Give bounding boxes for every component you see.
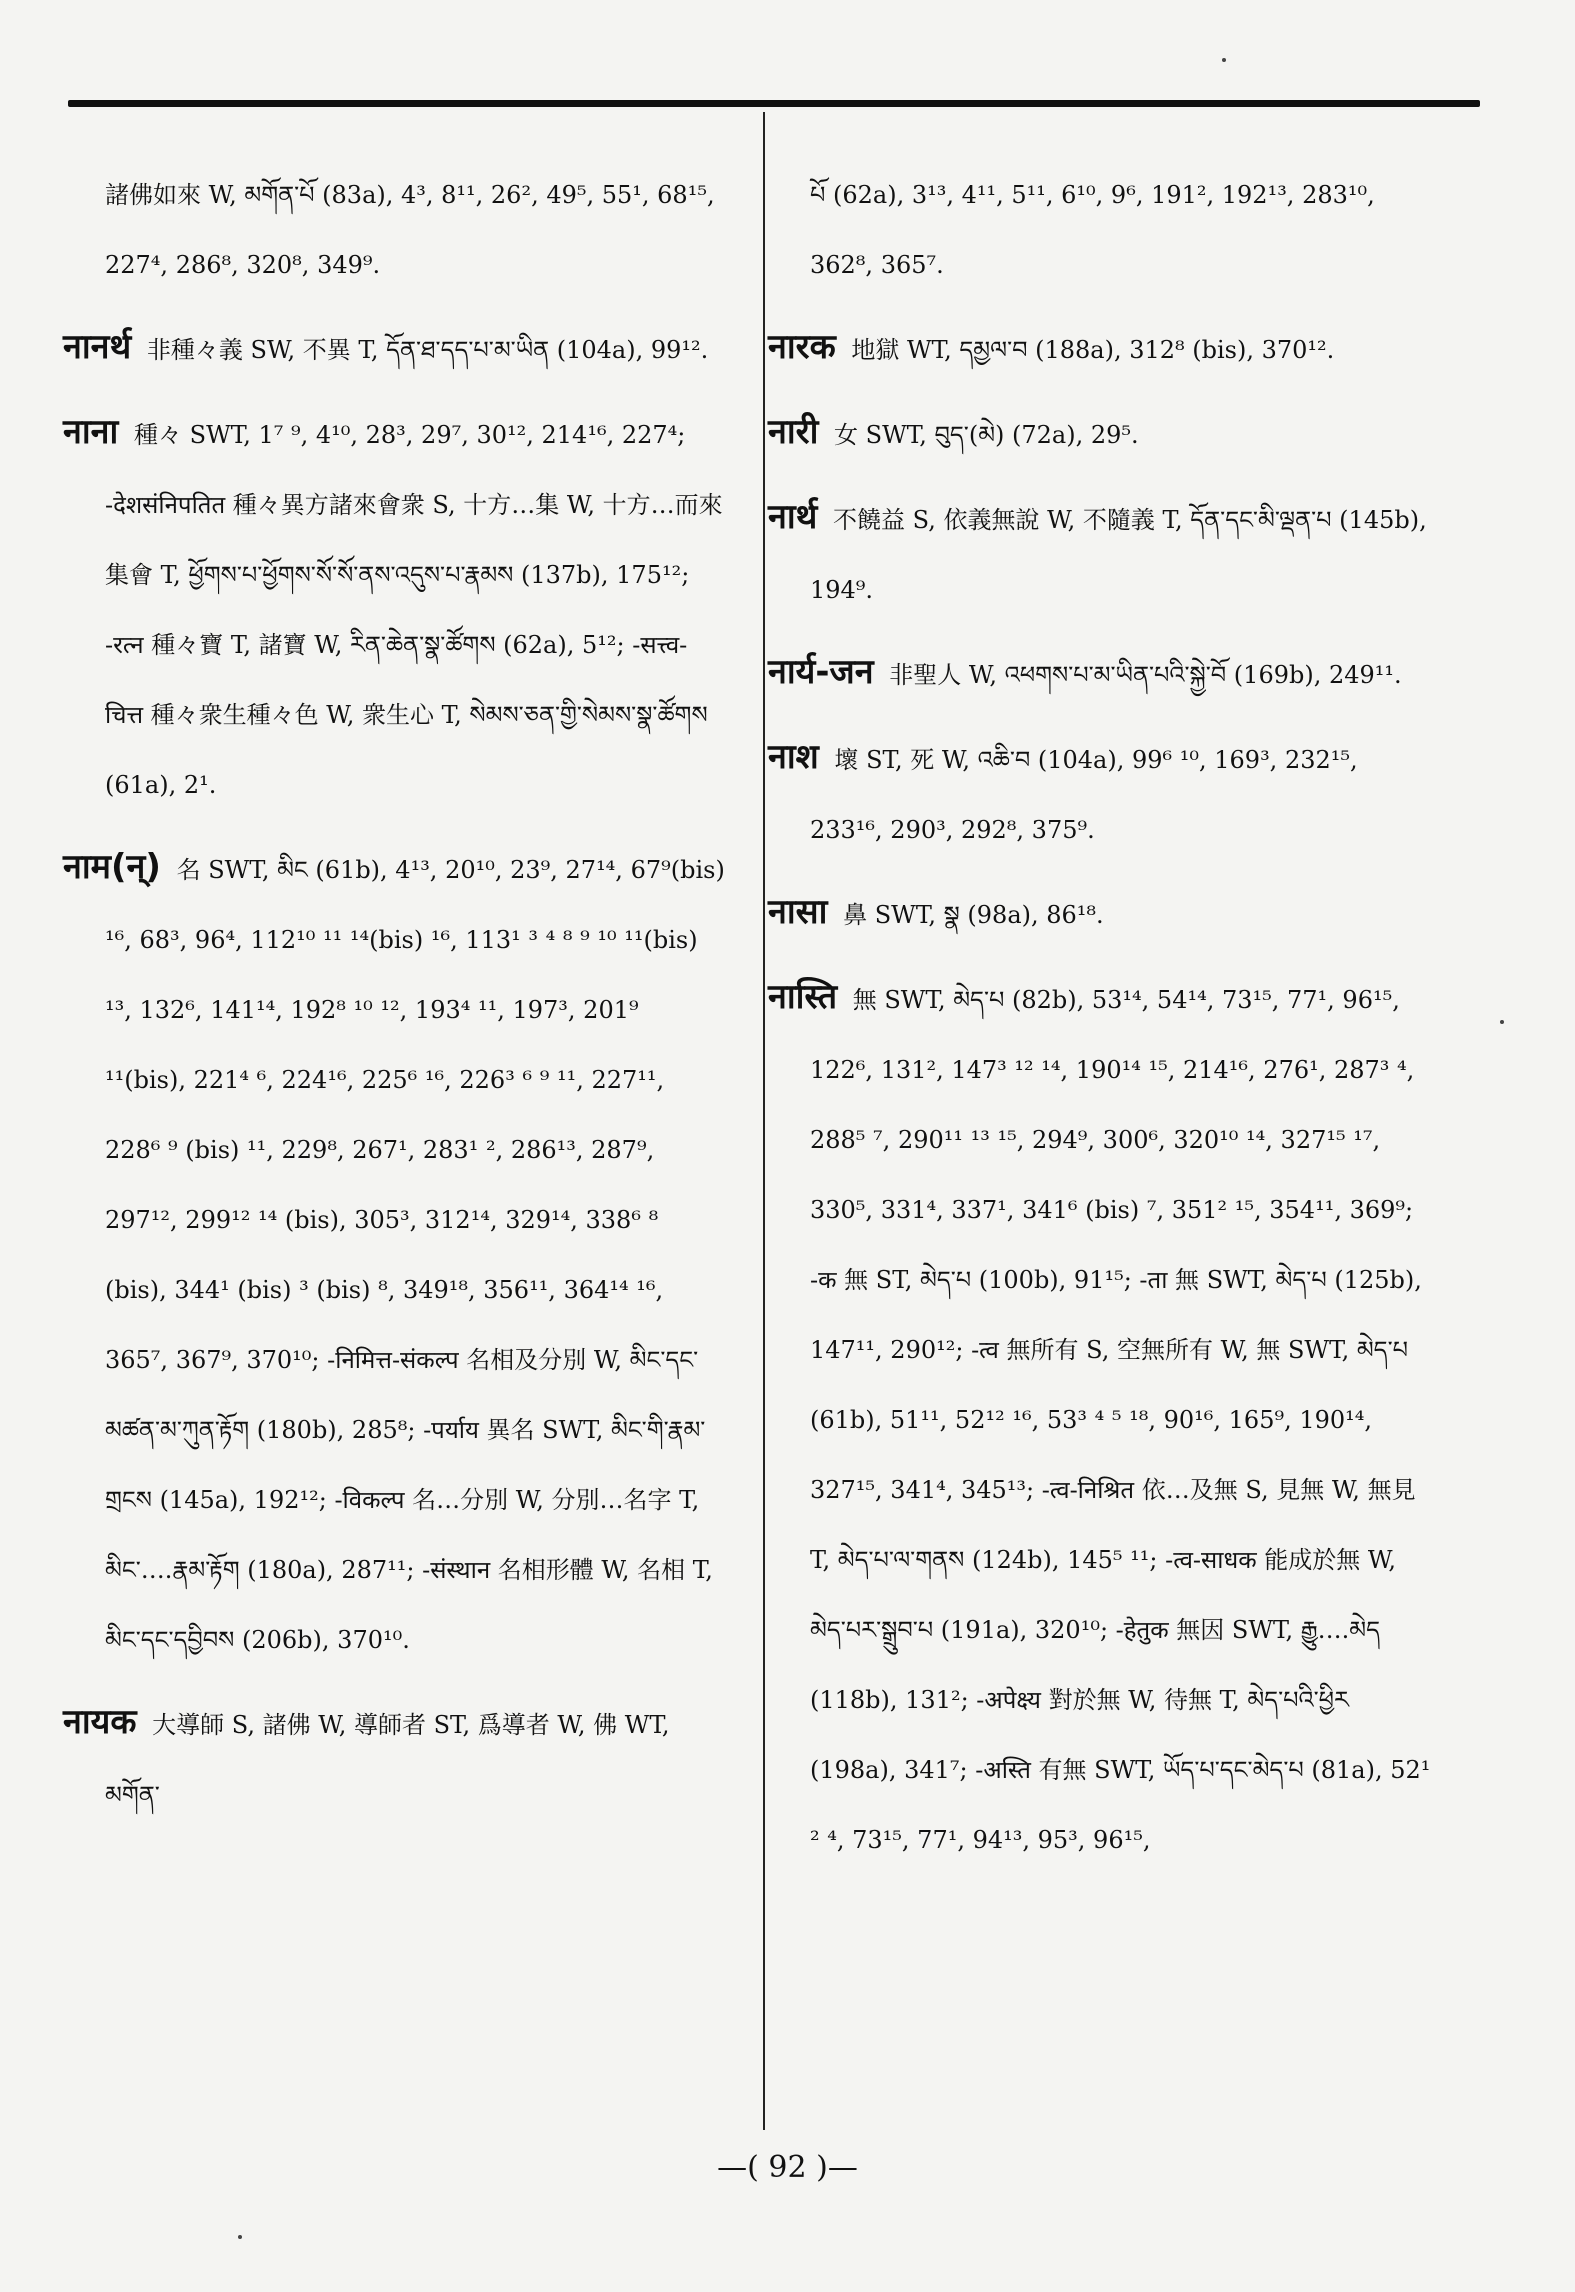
entry xyxy=(768,482,1435,625)
speck xyxy=(238,2235,242,2239)
headword: नाश xyxy=(768,737,819,777)
headword: नार्थ xyxy=(768,497,818,537)
entry-text: 女 SWT, བུད་(མེ) (72a), 29⁵. xyxy=(834,421,1139,449)
entry xyxy=(768,877,1435,950)
headword: नार्य-जन xyxy=(768,652,874,692)
entry xyxy=(768,312,1435,385)
entry xyxy=(105,160,725,300)
entry-text: 非種々義 SW, 不異 T, དོན་ཐ་དད་པ་མ་ཡིན (104a), 99¹². xyxy=(146,336,709,364)
entry xyxy=(810,160,1435,300)
entry-text: 種々 SWT, 1⁷ ⁹, 4¹⁰, 28³, 29⁷, 30¹², 214¹⁶, 227⁴; -देशसंनिपतित 種々異方諸來會衆 S, 十方…集 W, 十方…而來集會 T, ཕྱོགས་པ་ཕྱོགས་སོ་སོ་ནས་འདུས་པ་རྣམས (137b), 175¹²; -रत्न 種々寶 T, 諸寶 W, རིན་ཆེན་སྣ་ཚོགས (62a), 5¹²; -सत्त्व-चित्त 種々衆生種々色 W, 衆生心 T, སེམས་ཅན་གྱི་སེམས་སྣ་ཚོགས (61a), 2¹. xyxy=(105,421,723,799)
entry-text: 不饒益 S, 依義無說 W, 不隨義 T, དོན་དང་མི་ལྡན་པ (145b), 194⁹. xyxy=(810,506,1427,604)
left-column xyxy=(63,160,725,1842)
headword: नायक xyxy=(63,1702,137,1742)
entry-text: 大導師 S, 諸佛 W, 導師者 ST, 爲導者 W, 佛 WT, མགོན་ xyxy=(105,1711,670,1809)
headword: नारक xyxy=(768,327,836,367)
column-divider xyxy=(763,112,765,2130)
entry-text: 非聖人 W, འཕགས་པ་མ་ཡིན་པའི་སྐྱེ་བོ (169b), 249¹¹. xyxy=(889,661,1402,689)
speck xyxy=(1222,58,1226,62)
headword: नारी xyxy=(768,412,819,452)
entry xyxy=(768,722,1435,865)
entry-text: 地獄 WT, དམྱལ་བ (188a), 312⁸ (bis), 370¹². xyxy=(851,336,1335,364)
headword: नाम(न्) xyxy=(63,847,161,887)
entry xyxy=(768,397,1435,470)
entry-text: 鼻 SWT, སྣ (98a), 86¹⁸. xyxy=(843,901,1104,929)
speck xyxy=(1500,1020,1504,1024)
headword: नास्ति xyxy=(768,977,838,1017)
entry-text: 無 SWT, མེད་པ (82b), 53¹⁴, 54¹⁴, 73¹⁵, 77¹, 96¹⁵, 122⁶, 131², 147³ ¹² ¹⁴, 190¹⁴ ¹⁵, 214¹⁶, 276¹, 287³ ⁴, 288⁵ ⁷, 290¹¹ ¹³ ¹⁵, 294⁹, 300⁶, 320¹⁰ ¹⁴, 327¹⁵ ¹⁷, 330⁵, 331⁴, 337¹, 341⁶ (bis) ⁷, 351² ¹⁵, 354¹¹, 369⁹; -क 無 ST, མེད་པ (100b), 91¹⁵; -ता 無 SWT, མེད་པ (125b), 147¹¹, 290¹²; -त्व 無所有 S, 空無所有 W, 無 SWT, མེད་པ (61b), 51¹¹, 52¹² ¹⁶, 53³ ⁴ ⁵ ¹⁸, 90¹⁶, 165⁹, 190¹⁴, 327¹⁵, 341⁴, 345¹³; -त्व-निश्रित 依…及無 S, 見無 W, 無見 T, མེད་པ་ལ་གནས (124b), 145⁵ ¹¹; -त्व-साधक 能成於無 W, མེད་པར་སྒྲུབ་པ (191a), 320¹⁰; -हेतुक 無因 SWT, རྒྱུ….མེད (118b), 131²; -अपेक्ष्य 對於無 W, 待無 T, མེད་པའི་ཕྱིར (198a), 341⁷; -अस्ति 有無 SWT, ཡོད་པ་དང་མེད་པ (81a), 52¹ ² ⁴, 73¹⁵, 77¹, 94¹³, 95³, 96¹⁵, xyxy=(810,986,1431,1854)
headword: नानर्थ xyxy=(63,327,132,367)
headword: नाना xyxy=(63,412,119,452)
entry-text: 諸佛如來 W, མགོན་པོ (83a), 4³, 8¹¹, 26², 49⁵, 55¹, 68¹⁵, 227⁴, 286⁸, 320⁸, 349⁹. xyxy=(105,181,715,279)
entry xyxy=(63,832,725,1675)
entry-text: 名 SWT, མིང (61b), 4¹³, 20¹⁰, 23⁹, 27¹⁴, 67⁹(bis) ¹⁶, 68³, 96⁴, 112¹⁰ ¹¹ ¹⁴(bis) ¹⁶, 113¹ ³ ⁴ ⁸ ⁹ ¹⁰ ¹¹(bis) ¹³, 132⁶, 141¹⁴, 192⁸ ¹⁰ ¹², 193⁴ ¹¹, 197³, 201⁹ ¹¹(bis), 221⁴ ⁶, 224¹⁶, 225⁶ ¹⁶, 226³ ⁶ ⁹ ¹¹, 227¹¹, 228⁶ ⁹ (bis) ¹¹, 229⁸, 267¹, 283¹ ², 286¹³, 287⁹, 297¹², 299¹² ¹⁴ (bis), 305³, 312¹⁴, 329¹⁴, 338⁶ ⁸ (bis), 344¹ (bis) ³ (bis) ⁸, 349¹⁸, 356¹¹, 364¹⁴ ¹⁶, 365⁷, 367⁹, 370¹⁰; -निमित्त-संकल्प 名相及分別 W, མིང་དང་མཚན་མ་ཀུན་རྟོག (180b), 285⁸; -पर्याय 異名 SWT, མིང་གི་རྣམ་གྲངས (145a), 192¹²; -विकल्प 名…分別 W, 分別…名字 T, མིང་….རྣམ་རྟོག (180a), 287¹¹; -संस्थान 名相形體 W, 名相 T, མིང་དང་དབྱིབས (206b), 370¹⁰. xyxy=(105,856,725,1654)
entry-text: པོ (62a), 3¹³, 4¹¹, 5¹¹, 6¹⁰, 9⁶, 191², 192¹³, 283¹⁰, 362⁸, 365⁷. xyxy=(810,181,1375,279)
entry xyxy=(63,397,725,820)
top-rule xyxy=(68,100,1480,107)
entry xyxy=(768,962,1435,1875)
headword: नासा xyxy=(768,892,828,932)
page-number: —( 92 )— xyxy=(717,2150,858,2185)
entry xyxy=(63,1687,725,1830)
right-column xyxy=(768,160,1435,1887)
entry xyxy=(63,312,725,385)
entry xyxy=(768,637,1435,710)
entry-text: 壞 ST, 死 W, འཆི་བ (104a), 99⁶ ¹⁰, 169³, 232¹⁵, 233¹⁶, 290³, 292⁸, 375⁹. xyxy=(810,746,1358,844)
